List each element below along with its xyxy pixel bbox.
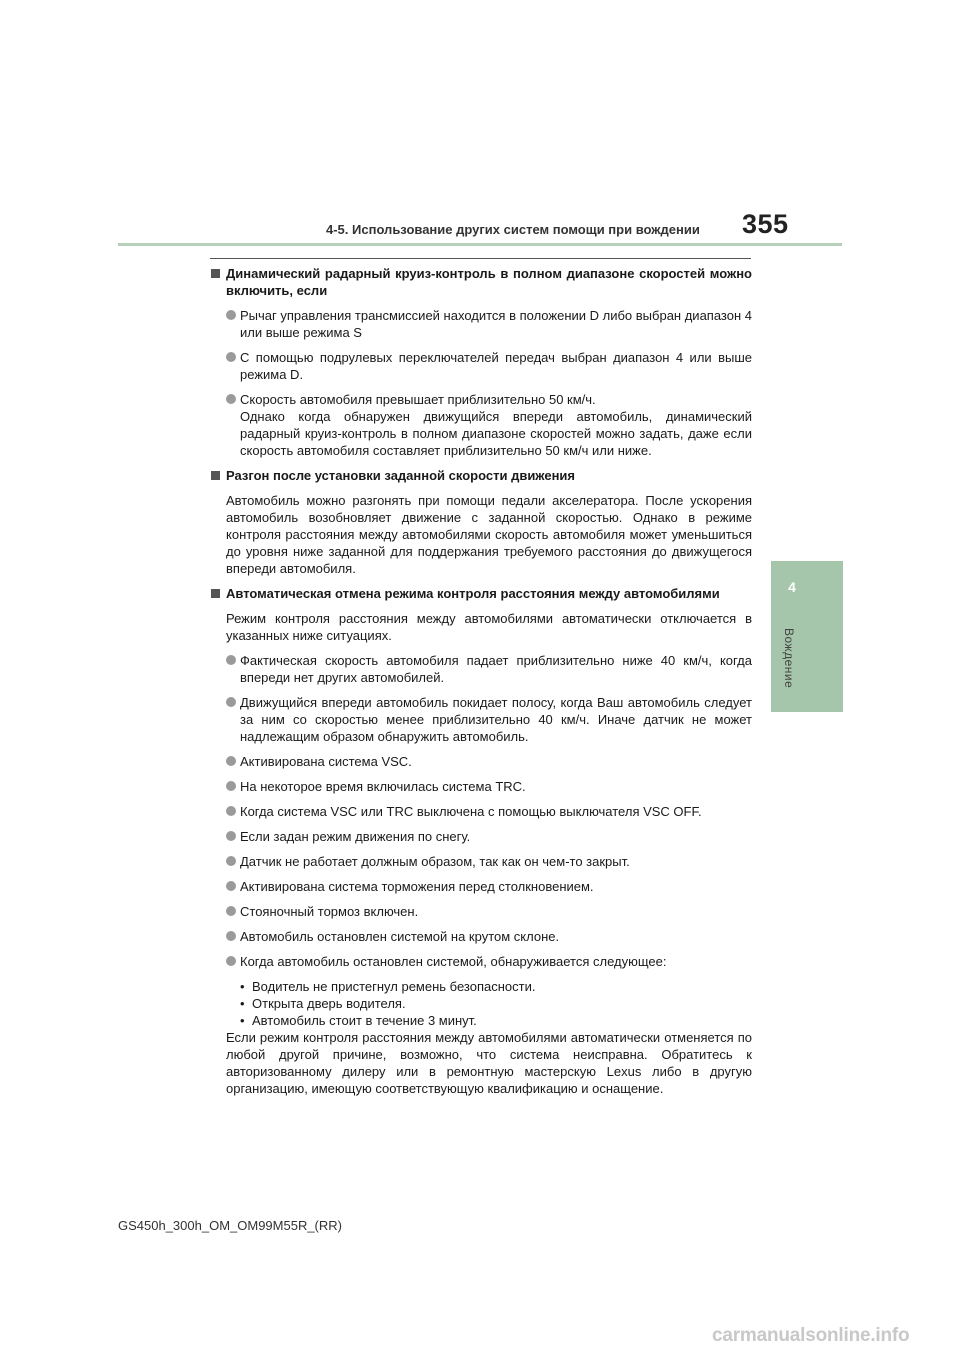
list-item xyxy=(226,928,752,945)
sub-list xyxy=(211,978,752,1029)
list-item xyxy=(226,391,752,459)
circle-bullet-icon xyxy=(226,831,236,841)
list-item-text: Фактическая скорость автомобиля падает приблизительно ниже 40 км/ч, когда впереди нет других автомобилей. xyxy=(240,653,752,685)
sub-list-item xyxy=(240,1012,752,1029)
list-item-text: Активирована система VSC. xyxy=(240,754,412,769)
list-item xyxy=(226,753,752,770)
section-heading xyxy=(211,265,752,299)
list-item xyxy=(226,903,752,920)
sub-list-item-text: Водитель не пристегнул ремень безопасности. xyxy=(252,979,536,994)
list-item-text: Когда автомобиль остановлен системой, обнаруживается следующее: xyxy=(240,954,667,969)
list-item xyxy=(226,853,752,870)
section-heading xyxy=(211,467,752,484)
list-item xyxy=(226,349,752,383)
closing-paragraph: Если режим контроля расстояния между автомобилями автоматически отменяется по любой другой причине, возможно, что система неисправна. Обратитесь к авторизованному дилеру или в ремонтную мастерскую Lexus либо в другую организацию, имеющую соответствующую квалификацию и оснащение. xyxy=(226,1030,752,1096)
list-item-text: Если задан режим движения по снегу. xyxy=(240,829,471,844)
circle-bullet-icon xyxy=(226,655,236,665)
list-item-text: Движущийся впереди автомобиль покидает полосу, когда Ваш автомобиль следует за ним со скоростью менее приблизительно 40 км/ч. Иначе датчик не может надлежащим образом обнаружить автомобиль. xyxy=(240,695,752,744)
circle-bullet-icon xyxy=(226,906,236,916)
sub-list-item-text: Автомобиль стоит в течение 3 минут. xyxy=(252,1013,477,1028)
square-bullet-icon xyxy=(211,269,220,278)
circle-bullet-icon xyxy=(226,352,236,362)
square-bullet-icon xyxy=(211,471,220,480)
sub-bullet-marker: • xyxy=(240,979,245,994)
sub-bullet-marker: • xyxy=(240,1013,245,1028)
list-item-text: Датчик не работает должным образом, так как он чем-то закрыт. xyxy=(240,854,630,869)
circle-bullet-icon xyxy=(226,931,236,941)
chapter-number: 4 xyxy=(788,579,796,595)
paragraph: Автомобиль можно разгонять при помощи педали акселератора. После ускорения автомобиль возобновляет движение с заданной скоростью. Однако в режиме контроля расстояния между автомобилями скорость автомобиля может уменьшиться до уровня ниже заданной для поддержания требуемого расстояния до движущегося впереди автомобиля. xyxy=(226,493,752,576)
document-code: GS450h_300h_OM_OM99M55R_(RR) xyxy=(118,1218,342,1233)
heading-text: Разгон после установки заданной скорости движения xyxy=(226,468,576,483)
heading-text: Автоматическая отмена режима контроля расстояния между автомобилями xyxy=(226,586,720,601)
list-item xyxy=(226,828,752,845)
circle-bullet-icon xyxy=(226,881,236,891)
header-divider xyxy=(118,243,842,246)
circle-bullet-icon xyxy=(226,856,236,866)
paragraph: Режим контроля расстояния между автомобилями автоматически отключается в указанных ниже ситуациях. xyxy=(226,611,752,643)
content-divider xyxy=(210,258,751,259)
list-item-text: С помощью подрулевых переключателей передач выбран диапазон 4 или выше режима D. xyxy=(240,350,752,382)
circle-bullet-icon xyxy=(226,756,236,766)
list-item xyxy=(226,652,752,686)
sub-bullet-marker: • xyxy=(240,996,245,1011)
list-item-text: Автомобиль остановлен системой на крутом склоне. xyxy=(240,929,560,944)
sub-list-item xyxy=(240,995,752,1012)
page-number: 355 xyxy=(742,209,789,239)
section-heading xyxy=(211,585,752,602)
circle-bullet-icon xyxy=(226,781,236,791)
chapter-label: Вождение xyxy=(782,628,796,689)
list-item xyxy=(226,803,752,820)
list-item-text: Скорость автомобиля превышает приблизительно 50 км/ч. Однако когда обнаружен движущийся впереди автомобиль, динамический радарный круиз-контроль в полном диапазоне скоростей можно задать, даже если скорость автомобиля составляет приблизительно 50 км/ч или ниже. xyxy=(240,392,752,458)
sub-list-item-text: Открыта дверь водителя. xyxy=(252,996,406,1011)
page-content xyxy=(211,265,752,1097)
section-title: 4-5. Использование других систем помощи при вождении xyxy=(326,222,700,237)
circle-bullet-icon xyxy=(226,310,236,320)
list-item xyxy=(226,694,752,745)
circle-bullet-icon xyxy=(226,956,236,966)
list-item-text: Стояночный тормоз включен. xyxy=(240,904,419,919)
circle-bullet-icon xyxy=(226,697,236,707)
watermark: carmanualsonline.info xyxy=(712,1325,910,1346)
circle-bullet-icon xyxy=(226,394,236,404)
sub-list-item xyxy=(240,978,752,995)
list-item xyxy=(226,778,752,795)
circle-bullet-icon xyxy=(226,806,236,816)
list-item xyxy=(226,878,752,895)
heading-text: Динамический радарный круиз-контроль в полном диапазоне скоростей можно включить, если xyxy=(226,266,752,298)
square-bullet-icon xyxy=(211,589,220,598)
list-item xyxy=(226,307,752,341)
list-item-text: Рычаг управления трансмиссией находится в положении D либо выбран диапазон 4 или выше режима S xyxy=(240,308,752,340)
list-item-text: Когда система VSC или TRC выключена с помощью выключателя VSC OFF. xyxy=(240,804,702,819)
list-item xyxy=(226,953,752,970)
list-item-text: На некоторое время включилась система TRC. xyxy=(240,779,526,794)
list-item-text: Активирована система торможения перед столкновением. xyxy=(240,879,594,894)
